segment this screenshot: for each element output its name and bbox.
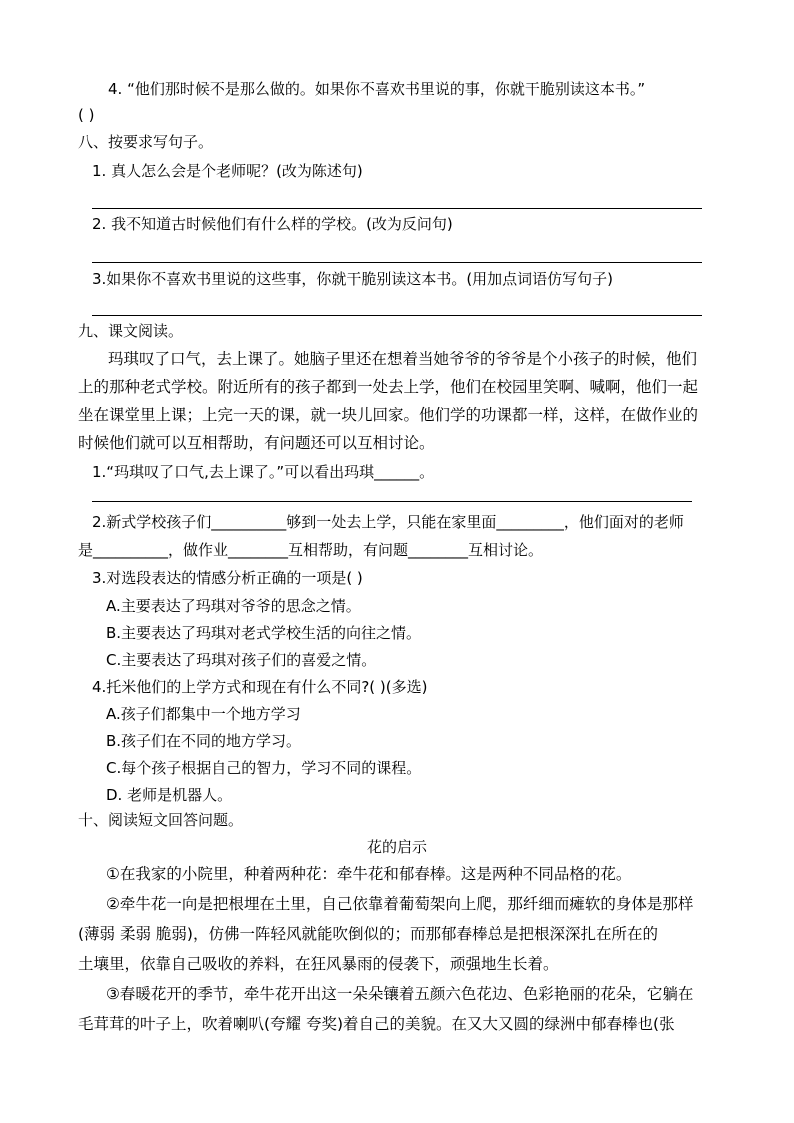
q9-item-3-stem: 3.对选段表达的情感分析正确的一项是( ) [92, 569, 363, 587]
q10-passage-line-3: (薄弱 柔弱 脆弱)，仿佛一阵轻风就能吹倒似的；而那郁春棒总是把根深深扎在所在的 [78, 925, 658, 943]
q8-sentence-1: 1. 真人怎么会是个老师呢？(改为陈述句) [92, 162, 363, 180]
q9-item4-option-c[interactable]: C.每个孩子根据自己的智力，学习不同的课程。 [106, 759, 422, 777]
q9-item3-option-c[interactable]: C.主要表达了玛琪对孩子们的喜爱之情。 [106, 651, 377, 669]
q7-item4-answer-paren[interactable]: ( ) [78, 106, 95, 124]
q9-item-4-stem: 4.托米他们的上学方式和现在有什么不同?( )(多选) [92, 678, 428, 696]
section-8-heading: 八、按要求写句子。 [78, 133, 214, 151]
q10-passage-line-1: ①在我家的小院里，种着两种花：牵牛花和郁春棒。这是两种不同品格的花。 [106, 865, 632, 883]
passage-title: 花的启示 [366, 838, 427, 856]
q8-answer-line-3[interactable] [92, 315, 702, 316]
q9-passage-line-1: 玛琪叹了口气，去上课了。她脑子里还在想着当她爷爷的爷爷是个小孩子的时候，他们 [108, 350, 698, 368]
q9-item4-option-b[interactable]: B.孩子们在不同的地方学习。 [106, 732, 302, 750]
q10-passage-line-2: ②牵牛花一向是把根埋在土里，自己依靠着葡萄架向上爬，那纤细而瘫软的身体是那样 [106, 895, 694, 913]
q10-passage-line-5: ③春暖花开的季节，牵牛花开出这一朵朵镶着五颜六色花边、色彩艳丽的花朵，它躺在 [106, 985, 694, 1003]
q9-item4-option-d[interactable]: D. 老师是机器人。 [106, 786, 233, 804]
q9-passage-line-2: 上的那种老式学校。附近所有的孩子都到一处去上学，他们在校园里笑啊、喊啊，他们一起 [78, 378, 699, 396]
q10-passage-line-6: 毛茸茸的叶子上，吹着喇叭(夸耀 夸奖)着自己的美貌。在又大又圆的绿洲中郁春棒也(张 [78, 1015, 675, 1033]
q8-sentence-3: 3.如果你不喜欢书里说的这些事，你就干脆别读这本书。(用加点词语仿写句子) [92, 270, 614, 288]
q9-item-2-line-2: 是__________，做作业________互相帮助，有问题________互相讨论。 [78, 541, 544, 559]
q9-passage-line-4: 时候他们就可以互相帮助，有问题还可以互相讨论。 [78, 434, 435, 452]
q9-item4-option-a[interactable]: A.孩子们都集中一个地方学习 [106, 705, 301, 723]
q9-item3-option-a[interactable]: A.主要表达了玛琪对爷爷的思念之情。 [106, 597, 361, 615]
q7-item4-text: 4. “他们那时候不是那么做的。如果你不喜欢书里说的事，你就干脆别读这本书。” [108, 80, 646, 98]
q9-item3-option-b[interactable]: B.主要表达了玛琪对老式学校生活的向往之情。 [106, 624, 422, 642]
section-9-heading: 九、课文阅读。 [78, 322, 184, 340]
q10-passage-line-4: 土壤里，依靠自己吸收的养料，在狂风暴雨的侵袭下，顽强地生长着。 [78, 955, 559, 973]
q8-sentence-2: 2. 我不知道古时候他们有什么样的学校。(改为反问句) [92, 215, 453, 233]
q9-item-1: 1.“玛琪叹了口气,去上课了。”可以看出玛琪______。 [92, 463, 435, 481]
q8-answer-line-2[interactable] [92, 262, 702, 263]
q9-passage-line-3: 坐在课堂里上课；上完一天的课，就一块儿回家。他们学的功课都一样，这样，在做作业的 [78, 406, 699, 424]
q9-item-2-line-1: 2.新式学校孩子们__________够到一处去上学，只能在家里面_________，他们面对的老师 [92, 513, 684, 531]
q9-item1-answer-line[interactable] [92, 501, 692, 502]
section-10-heading: 十、阅读短文回答问题。 [78, 811, 244, 829]
q8-answer-line-1[interactable] [92, 208, 702, 209]
